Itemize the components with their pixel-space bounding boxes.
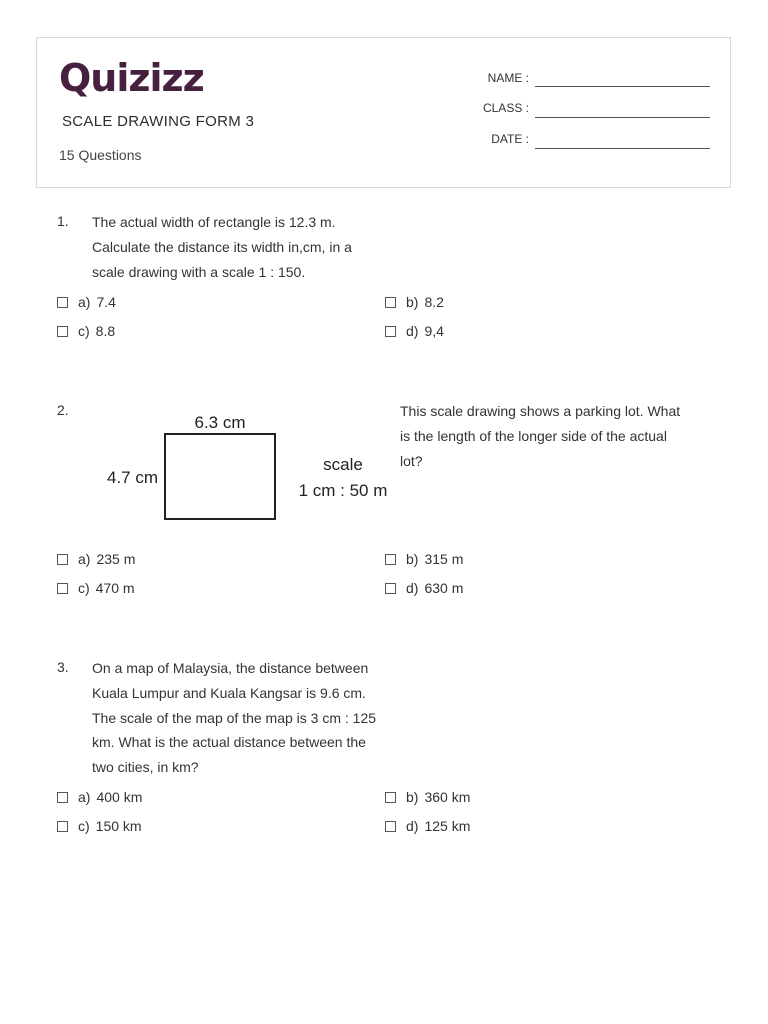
option-a[interactable]: a) 7.4 — [57, 293, 116, 311]
class-field[interactable] — [535, 117, 710, 118]
worksheet-title: SCALE DRAWING FORM 3 — [62, 113, 255, 130]
question-number: 1. — [57, 213, 69, 229]
option-text: 235 m — [96, 551, 136, 567]
checkbox[interactable] — [57, 821, 68, 832]
question-text — [400, 399, 700, 473]
question-line: This scale drawing shows a parking lot. What — [400, 403, 681, 419]
option-b[interactable]: b) 315 m — [385, 550, 463, 568]
question-line: Kuala Lumpur and Kuala Kangsar is 9.6 cm. — [92, 684, 366, 701]
scale-title: scale — [323, 455, 363, 474]
option-text: 8.8 — [95, 323, 116, 339]
option-text: 7.4 — [96, 294, 116, 310]
question-line: two cities, in km? — [92, 759, 199, 776]
option-text: 9,4 — [424, 323, 444, 339]
checkbox[interactable] — [57, 792, 68, 803]
checkbox[interactable] — [57, 554, 68, 565]
width-label: 6.3 cm — [194, 413, 246, 432]
option-text: 315 m — [424, 551, 464, 567]
option-text: 630 m — [424, 580, 464, 596]
checkbox[interactable] — [385, 554, 396, 565]
option-d[interactable]: d) 125 km — [385, 817, 470, 835]
question-line: scale drawing with a scale 1 : 150. — [92, 263, 306, 280]
option-d[interactable]: d) 630 m — [385, 579, 463, 597]
question-count: 15 Questions — [59, 147, 142, 163]
option-c[interactable]: c) 150 km — [57, 817, 142, 835]
checkbox[interactable] — [57, 326, 68, 337]
name-field[interactable] — [535, 86, 710, 87]
checkbox[interactable] — [385, 583, 396, 594]
option-c[interactable]: c) 8.8 — [57, 322, 115, 340]
option-c[interactable]: c) 470 m — [57, 579, 135, 597]
checkbox[interactable] — [385, 821, 396, 832]
worksheet-header — [36, 37, 731, 188]
question-line: The scale of the map of the map is 3 cm : 125 — [92, 709, 377, 726]
option-a[interactable]: a) 400 km — [57, 788, 142, 806]
option-a[interactable]: a) 235 m — [57, 550, 135, 568]
scale-value: 1 cm : 50 m — [298, 481, 388, 500]
class-label: CLASS : — [482, 101, 529, 115]
height-label: 4.7 cm — [107, 468, 159, 487]
question-line: On a map of Malaysia, the distance between — [92, 660, 369, 676]
option-b[interactable]: b) 360 km — [385, 788, 470, 806]
option-text: 8.2 — [424, 294, 444, 310]
parking-lot-rectangle — [165, 434, 275, 519]
date-label: DATE : — [491, 132, 529, 146]
question-line: is the length of the longer side of the actual — [400, 427, 667, 444]
checkbox[interactable] — [57, 297, 68, 308]
option-text: 125 km — [424, 818, 471, 834]
option-text: 400 km — [96, 789, 143, 805]
name-label: NAME : — [487, 71, 529, 85]
checkbox[interactable] — [57, 583, 68, 594]
checkbox[interactable] — [385, 297, 396, 308]
option-d[interactable]: d) 9,4 — [385, 322, 444, 340]
checkbox[interactable] — [385, 326, 396, 337]
question-text — [92, 656, 387, 780]
option-text: 470 m — [95, 580, 135, 596]
quizizz-logo: Quizizz — [59, 56, 204, 100]
question-line: km. What is the actual distance between the — [92, 734, 366, 751]
option-b[interactable]: b) 8.2 — [385, 293, 444, 311]
date-field[interactable] — [535, 148, 710, 149]
option-text: 360 km — [424, 789, 471, 805]
question-line: lot? — [400, 452, 423, 469]
question-line: Calculate the distance its width in,cm, in a — [92, 238, 352, 255]
checkbox[interactable] — [385, 792, 396, 803]
option-text: 150 km — [95, 818, 142, 834]
question-text — [92, 210, 387, 284]
parking-lot-figure — [100, 405, 395, 530]
question-number: 2. — [57, 402, 69, 418]
question-number: 3. — [57, 659, 69, 675]
question-line: The actual width of rectangle is 12.3 m. — [92, 214, 336, 230]
